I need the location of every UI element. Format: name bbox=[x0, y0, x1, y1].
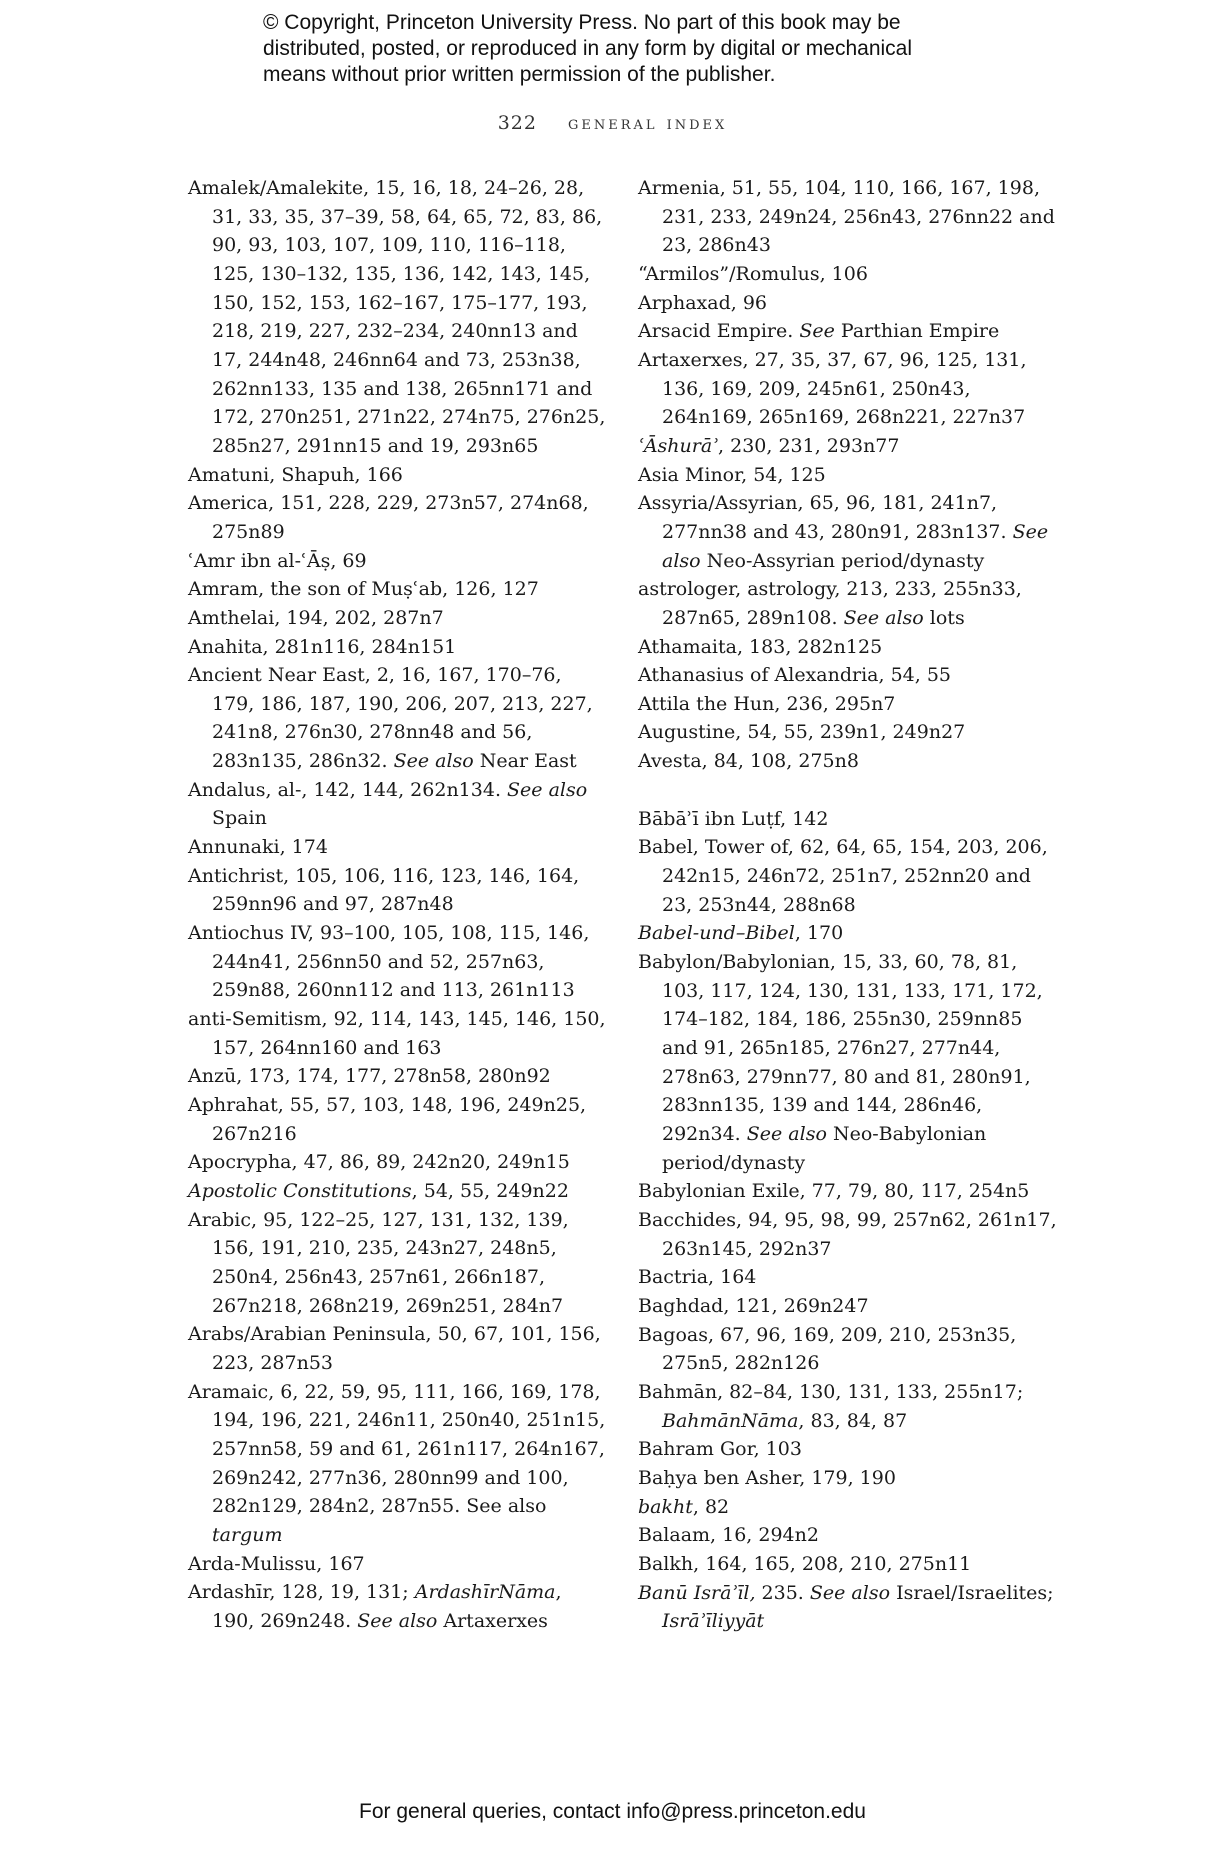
page-title: general index bbox=[568, 112, 728, 134]
index-entry-italic: ʿĀshurāʾ bbox=[638, 434, 719, 457]
index-entry-text: Annunaki, 174 bbox=[188, 836, 328, 859]
index-entry bbox=[188, 604, 608, 633]
index-entry-text: , 230, 231, 293n77 bbox=[718, 434, 900, 457]
index-entry bbox=[188, 1378, 608, 1550]
index-entry-text: Bagoas, 67, 96, 169, 209, 210, 253n35, 275n5, 282n126 bbox=[638, 1323, 1017, 1375]
index-column-left bbox=[188, 174, 608, 1635]
index-entry-text: Parthian Empire bbox=[834, 320, 1000, 343]
index-entry-text: Neo-Assyrian period/dynasty bbox=[700, 549, 985, 572]
index-entry-text: Asia Minor, 54, 125 bbox=[638, 463, 826, 486]
copyright-notice bbox=[263, 10, 983, 88]
index-entry bbox=[638, 1464, 1058, 1493]
index-entry-text: Armenia, 51, 55, 104, 110, 166, 167, 198, 231, 233, 249n24, 256n43, 276nn22 and 23, 286n43 bbox=[638, 177, 1055, 257]
index-entry-text: Baḥya ben Asher, 179, 190 bbox=[638, 1466, 896, 1489]
index-entry-italic: See also bbox=[746, 1123, 827, 1145]
index-entry bbox=[188, 1206, 608, 1321]
index-entry-italic: targum bbox=[212, 1523, 283, 1546]
index-entry-italic: Isrāʾīliyyāt bbox=[662, 1610, 765, 1633]
index-entry bbox=[188, 461, 608, 490]
index-entry bbox=[638, 1177, 1058, 1206]
index-entry-text: Amatuni, Shapuh, 166 bbox=[188, 463, 403, 486]
index-entry bbox=[638, 1550, 1058, 1579]
index-entry-text: Artaxerxes bbox=[437, 1609, 548, 1632]
index-entry bbox=[638, 633, 1058, 662]
index-entry bbox=[638, 747, 1058, 776]
index-entry-italic: See also bbox=[357, 1609, 438, 1632]
index-entry-text: Baghdad, 121, 269n247 bbox=[638, 1294, 869, 1317]
copyright-line: distributed, posted, or reproduced in any form by digital or mechanical bbox=[263, 37, 913, 60]
index-entry-text: Assyria/Assyrian, 65, 96, 181, 241n7, 277nn38 and 43, 280n91, 283n137. bbox=[638, 492, 1013, 543]
index-entry-text: Babylonian Exile, 77, 79, 80, 117, 254n5 bbox=[638, 1180, 1030, 1203]
index-entry-text: Arabic, 95, 122–25, 127, 131, 132, 139, 156, 191, 210, 235, 243n27, 248n5, 250n4, 256n43, 257n61, 266n187, 267n218, 268n219, 269n251, 284n7 bbox=[188, 1208, 569, 1317]
index-entry-text: Babel, Tower of, 62, 64, 65, 154, 203, 206, 242n15, 246n72, 251n7, 252nn20 and 23, 253n44, 288n68 bbox=[638, 836, 1048, 916]
index-entry-text: Anzū, 173, 174, 177, 278n58, 280n92 bbox=[188, 1065, 551, 1088]
index-entry-text: Amalek/Amalekite, 15, 16, 18, 24–26, 28, 31, 33, 35, 37–39, 58, 64, 65, 72, 83, 86, 90, 93, 103, 107, 109, 110, 116–118, 125, 130–132, 135, 136, 142, 143, 145, 150, 152, 153, 162–167, 175–177, 193, 218, 219, 227, 232–234, 240nn13 and 17, 244n48, 246nn64 and 73, 253n38, 262nn133, 135 and 138, 265nn171 and 172, 270n251, 271n22, 274n75, 276n25, 285n27, 291nn15 and 19, 293n65 bbox=[188, 177, 606, 457]
index-entry bbox=[188, 1091, 608, 1148]
index-entry-italic: See also bbox=[507, 778, 588, 801]
index-entry bbox=[638, 1378, 1058, 1435]
running-head bbox=[0, 112, 1225, 134]
index-entry-text: , 83, 84, 87 bbox=[798, 1409, 908, 1432]
page-number: 322 bbox=[497, 112, 537, 134]
index-entry bbox=[188, 1148, 608, 1177]
index-entry bbox=[638, 260, 1058, 289]
index-entry-italic: ArdashīrNāma bbox=[414, 1581, 556, 1604]
index-entry-text: Babylon/Babylonian, 15, 33, 60, 78, 81, 103, 117, 124, 130, 131, 133, 171, 172, 174–182, 184, 186, 255n30, 259nn85 and 91, 265n185, 276n27, 277n44, 278n63, 279nn77, 80 and 81, 280n91, 283nn135, 139 and 144, 286n46, 292n34. bbox=[638, 951, 1043, 1145]
footer-contact: For general queries, contact info@press.princeton.edu bbox=[359, 1800, 866, 1823]
index-entry-text: Ancient Near East, 2, 16, 167, 170–76, 179, 186, 187, 190, 206, 207, 213, 227, 241n8, 276n30, 278nn48 and 56, 283n135, 286n32. bbox=[188, 664, 593, 773]
index-entry bbox=[638, 317, 1058, 346]
index-entry-text: Bacchides, 94, 95, 98, 99, 257n62, 261n17, 263n145, 292n37 bbox=[638, 1208, 1057, 1260]
index-entry-text: Arabs/Arabian Peninsula, 50, 67, 101, 156, 223, 287n53 bbox=[188, 1323, 601, 1374]
index-entry-text: America, 151, 228, 229, 273n57, 274n68, 275n89 bbox=[188, 492, 589, 543]
index-entry-text: astrologer, astrology, 213, 233, 255n33, 287n65, 289n108. bbox=[638, 578, 1022, 629]
index-entry bbox=[638, 1321, 1058, 1378]
index-entry-text: Apocrypha, 47, 86, 89, 242n20, 249n15 bbox=[188, 1151, 570, 1174]
index-entry bbox=[638, 661, 1058, 690]
index-entry-text: Israel/Israelites; bbox=[890, 1581, 1054, 1604]
index-entry-text: , 54, 55, 249n22 bbox=[411, 1179, 569, 1202]
index-entry bbox=[638, 833, 1058, 919]
index-entry bbox=[188, 174, 608, 461]
index-entry bbox=[188, 833, 608, 862]
index-entry-text: Balkh, 164, 165, 208, 210, 275n11 bbox=[638, 1552, 972, 1575]
index-entry-text: Attila the Hun, 236, 295n7 bbox=[638, 692, 896, 715]
index-entry bbox=[638, 1579, 1058, 1636]
index-entry-text: Spain bbox=[212, 807, 267, 830]
index-entry-text: Bahmān, 82–84, 130, 131, 133, 255n17; bbox=[638, 1380, 1024, 1403]
index-entry-text: Near East bbox=[473, 750, 577, 773]
index-entry bbox=[188, 1578, 608, 1635]
index-entry-text: lots bbox=[923, 606, 965, 629]
index-entry bbox=[638, 461, 1058, 490]
index-entry-text: Neo-Babylonian period/dynasty bbox=[662, 1123, 987, 1174]
index-entry bbox=[638, 1263, 1058, 1292]
index-entry bbox=[188, 661, 608, 776]
copyright-line: © Copyright, Princeton University Press. No part of this book may be bbox=[263, 11, 901, 34]
index-entry bbox=[188, 575, 608, 604]
index-entry-text: Athanasius of Alexandria, 54, 55 bbox=[638, 664, 951, 687]
index-entry-text: Bactria, 164 bbox=[638, 1266, 757, 1289]
index-entry-text: Aramaic, 6, 22, 59, 95, 111, 166, 169, 178, 194, 196, 221, 246n11, 250n40, 251n15, 257nn58, 59 and 61, 261n117, 264n167, 269n242, 277n36, 280nn99 and 100, 282n129, 284n2, 287n55. See also bbox=[188, 1380, 606, 1518]
index-entry bbox=[188, 489, 608, 546]
index-entry-text: 235. bbox=[755, 1581, 810, 1604]
index-entry-text: Avesta, 84, 108, 275n8 bbox=[638, 750, 859, 773]
index-entry-italic: See also bbox=[809, 1581, 891, 1604]
index-entry bbox=[188, 1550, 608, 1579]
index-entry-text: ʿAmr ibn al-ʿĀṣ, 69 bbox=[188, 549, 367, 572]
index-entry bbox=[188, 776, 608, 833]
index-entry-text: Bahram Gor, 103 bbox=[638, 1438, 802, 1461]
index-entry-italic: Banū Isrāʾīl, bbox=[638, 1581, 756, 1604]
index-entry bbox=[638, 1521, 1058, 1550]
index-entry-italic: See bbox=[799, 320, 835, 343]
index-entry bbox=[188, 1320, 608, 1377]
index-entry-italic: BahmānNāma bbox=[662, 1409, 799, 1432]
index-entry bbox=[638, 289, 1058, 318]
index-entry-text: Aphrahat, 55, 57, 103, 148, 196, 249n25, 267n216 bbox=[188, 1094, 587, 1145]
index-entry-text: Amthelai, 194, 202, 287n7 bbox=[188, 606, 444, 629]
index-entry-text: “Armilos”/Romulus, 106 bbox=[638, 262, 868, 285]
index-entry bbox=[188, 547, 608, 576]
index-entry bbox=[638, 948, 1058, 1177]
index-entry bbox=[638, 1206, 1058, 1263]
index-entry-text: Amram, the son of Muṣʿab, 126, 127 bbox=[188, 578, 539, 601]
index-entry-text: anti-Semitism, 92, 114, 143, 145, 146, 150, 157, 264nn160 and 163 bbox=[188, 1008, 606, 1059]
index-entry-text: Anahita, 281n116, 284n151 bbox=[188, 635, 457, 658]
index-entry-text: Artaxerxes, 27, 35, 37, 67, 96, 125, 131, 136, 169, 209, 245n61, 250n43, 264n169, 265n169, 268n221, 227n37 bbox=[638, 348, 1027, 429]
index-entry bbox=[638, 346, 1058, 432]
index-entry bbox=[188, 633, 608, 662]
index-entry bbox=[638, 575, 1058, 632]
index-entry bbox=[638, 432, 1058, 461]
index-entry-italic: See also bbox=[843, 606, 924, 629]
index-entry-text: Andalus, al-, 142, 144, 262n134. bbox=[188, 778, 508, 801]
index-entry-text: Balaam, 16, 294n2 bbox=[638, 1524, 819, 1547]
index-entry bbox=[638, 174, 1058, 260]
index-entry-text: Arsacid Empire. bbox=[638, 320, 800, 343]
index-entry bbox=[638, 718, 1058, 747]
index-entry bbox=[638, 489, 1058, 575]
index-entry-italic: Apostolic Constitutions bbox=[188, 1179, 412, 1202]
index-entry bbox=[188, 919, 608, 1005]
index-entry-italic: See also bbox=[662, 520, 1049, 572]
index-entry bbox=[188, 1062, 608, 1091]
index-entry-text: , 82 bbox=[692, 1495, 730, 1518]
index-entry bbox=[638, 690, 1058, 719]
index-entry bbox=[638, 805, 1058, 834]
copyright-line: means without prior written permission of the publisher. bbox=[263, 63, 776, 86]
index-entry bbox=[638, 1292, 1058, 1321]
index-entry-text: , 190, 269n248. bbox=[212, 1581, 562, 1632]
index-entry-text: Athamaita, 183, 282n125 bbox=[638, 635, 883, 658]
index-entry-text: Arphaxad, 96 bbox=[638, 291, 767, 314]
index-entry-text: Antiochus IV, 93–100, 105, 108, 115, 146, 244n41, 256nn50 and 52, 257n63, 259n88, 260nn112 and 113, 261n113 bbox=[188, 922, 590, 1002]
index-entry bbox=[188, 1177, 608, 1206]
index-entry-text: Ardashīr, 128, 19, 131; bbox=[188, 1581, 415, 1604]
index-column-right bbox=[638, 174, 1058, 1636]
index-entry-text: Antichrist, 105, 106, 116, 123, 146, 164, 259nn96 and 97, 287n48 bbox=[188, 864, 580, 916]
index-entry-italic: See also bbox=[393, 750, 474, 773]
index-entry-text: Augustine, 54, 55, 239n1, 249n27 bbox=[638, 721, 966, 744]
index-entry bbox=[638, 1435, 1058, 1464]
index-entry-text: Bābāʾī ibn Luṭf, 142 bbox=[638, 807, 829, 830]
index-entry-italic: bakht bbox=[638, 1495, 693, 1518]
index-entry-text: Arda-Mulissu, 167 bbox=[188, 1552, 365, 1575]
index-entry bbox=[638, 1493, 1058, 1522]
index-entry bbox=[638, 919, 1058, 948]
index-entry bbox=[188, 862, 608, 919]
index-entry-italic: Babel-und–Bibel bbox=[638, 922, 795, 945]
index-entry-text: , 170 bbox=[794, 922, 844, 945]
index-entry bbox=[188, 1005, 608, 1062]
